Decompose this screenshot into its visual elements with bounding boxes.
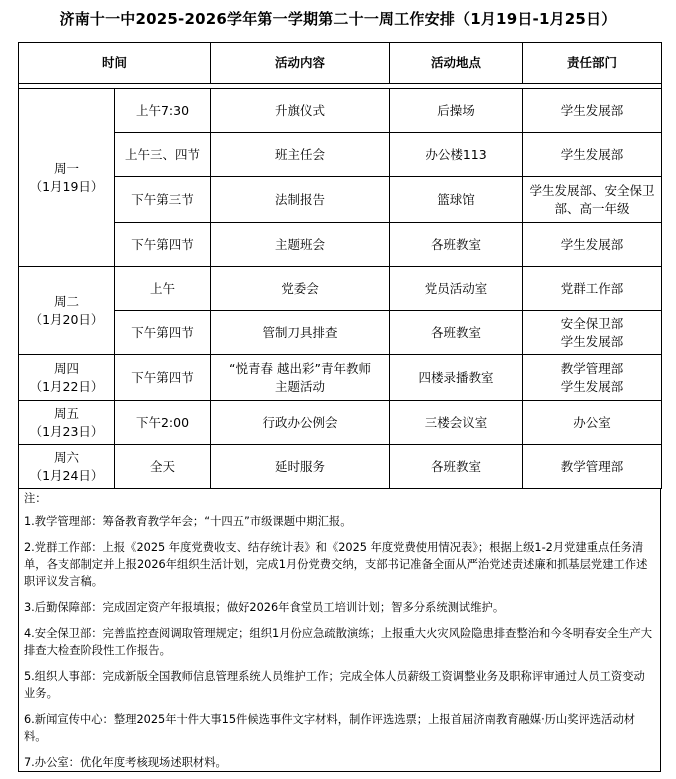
header-activity: 活动内容 xyxy=(211,43,390,84)
time-cell: 下午第三节 xyxy=(115,177,211,223)
activity-cell: 升旗仪式 xyxy=(211,89,390,133)
day-cell xyxy=(19,401,115,445)
table-row xyxy=(19,311,662,355)
day-cell xyxy=(19,355,115,401)
location-cell: 各班教室 xyxy=(390,445,523,489)
dept-cell: 办公室 xyxy=(523,401,662,445)
location-cell: 各班教室 xyxy=(390,311,523,355)
day-label: 周二 xyxy=(53,293,79,309)
dept-cell: 学生发展部 xyxy=(523,223,662,267)
note-item: 4.安全保卫部：完善监控查阅调取管理规定；组织1月份应急疏散演练；上报重大火灾风险隐患排查整治和今冬明春安全生产大排查大检查阶段性工作报告。 xyxy=(24,627,653,657)
dept-cell: 学生发展部、安全保卫部、高一年级 xyxy=(523,177,662,223)
table-header-row xyxy=(19,43,662,84)
dept-line: 教学管理部 xyxy=(560,360,624,376)
dept-line: 学生发展部 xyxy=(560,378,624,394)
table-row xyxy=(19,445,662,489)
table-row xyxy=(19,133,662,177)
dept-cell xyxy=(523,311,662,355)
dept-line: 安全保卫部 xyxy=(560,315,624,331)
day-cell xyxy=(19,89,115,267)
activity-cell: 管制刀具排查 xyxy=(211,311,390,355)
dept-cell: 学生发展部 xyxy=(523,133,662,177)
day-label: 周五 xyxy=(53,405,79,421)
header-dept: 责任部门 xyxy=(523,43,662,84)
day-label: 周六 xyxy=(53,449,79,465)
location-cell: 党员活动室 xyxy=(390,267,523,311)
time-cell: 下午2:00 xyxy=(115,401,211,445)
dept-cell: 党群工作部 xyxy=(523,267,662,311)
activity-cell: 延时服务 xyxy=(211,445,390,489)
dept-cell: 教学管理部 xyxy=(523,445,662,489)
activity-cell: 班主任会 xyxy=(211,133,390,177)
location-cell: 四楼录播教室 xyxy=(390,355,523,401)
activity-cell: 行政办公例会 xyxy=(211,401,390,445)
note-item: 6.新闻宣传中心：整理2025年十件大事15件候选事件文字材料，制作评选选票；上报首届济南教育融媒·历山奖评选活动材料。 xyxy=(24,713,636,743)
location-cell: 篮球馆 xyxy=(390,177,523,223)
dept-line: 学生发展部 xyxy=(560,333,624,349)
note-item: 7.办公室：优化年度考核现场述职材料。 xyxy=(24,756,227,769)
page-title: 济南十一中2025-2026学年第一学期第二十一周工作安排（1月19日-1月25日） xyxy=(59,10,617,28)
table-row xyxy=(19,355,662,401)
day-label: 周一 xyxy=(53,160,79,176)
note-item: 5.组织人事部：完成新版全国教师信息管理系统人员维护工作；完成全体人员薪级工资调整业务及职称评审通过人员工资变动业务。 xyxy=(24,670,645,700)
activity-cell: 主题班会 xyxy=(211,223,390,267)
day-date: （1月20日） xyxy=(29,311,104,327)
schedule-table xyxy=(18,42,662,489)
day-date: （1月22日） xyxy=(29,378,104,394)
activity-line: “悦青春 越出彩”青年教师 xyxy=(229,360,371,376)
location-cell: 办公楼113 xyxy=(390,133,523,177)
table-row xyxy=(19,223,662,267)
time-cell: 上午7:30 xyxy=(115,89,211,133)
activity-line: 主题活动 xyxy=(275,378,326,394)
dept-cell: 学生发展部 xyxy=(523,89,662,133)
header-time: 时间 xyxy=(19,43,211,84)
table-row xyxy=(19,177,662,223)
day-label: 周四 xyxy=(53,360,79,376)
time-cell: 全天 xyxy=(115,445,211,489)
note-item: 2.党群工作部：上报《2025 年度党费收支、结存统计表》和《2025 年度党费使用情况表》；根据上级1-2月党建重点任务清单，各支部制定并上报2026年组织生活计划，完成1月份党费交纳，支部书记准备全面从严治党述责述廉和抓基层党建工作述职评议发言稿。 xyxy=(24,541,648,588)
notes-heading: 注： xyxy=(24,492,47,505)
location-cell: 各班教室 xyxy=(390,223,523,267)
time-cell: 下午第四节 xyxy=(115,311,211,355)
day-cell xyxy=(19,445,115,489)
activity-cell: 党委会 xyxy=(211,267,390,311)
note-item: 3.后勤保障部：完成固定资产年报填报；做好2026年食堂员工培训计划；智多分系统测试维护。 xyxy=(24,601,505,614)
time-cell: 上午三、四节 xyxy=(115,133,211,177)
activity-cell: 法制报告 xyxy=(211,177,390,223)
activity-cell xyxy=(211,355,390,401)
table-row xyxy=(19,401,662,445)
day-date: （1月23日） xyxy=(29,423,104,439)
day-date: （1月24日） xyxy=(29,467,104,483)
time-cell: 下午第四节 xyxy=(115,223,211,267)
time-cell: 上午 xyxy=(115,267,211,311)
location-cell: 三楼会议室 xyxy=(390,401,523,445)
notes-section xyxy=(18,488,661,772)
location-cell: 后操场 xyxy=(390,89,523,133)
header-location: 活动地点 xyxy=(390,43,523,84)
dept-cell xyxy=(523,355,662,401)
table-row xyxy=(19,267,662,311)
day-date: （1月19日） xyxy=(29,178,104,194)
time-cell: 下午第四节 xyxy=(115,355,211,401)
note-item: 1.教学管理部：筹备教育教学年会；“十四五”市级课题中期汇报。 xyxy=(24,515,352,528)
table-row xyxy=(19,89,662,133)
day-cell xyxy=(19,267,115,355)
